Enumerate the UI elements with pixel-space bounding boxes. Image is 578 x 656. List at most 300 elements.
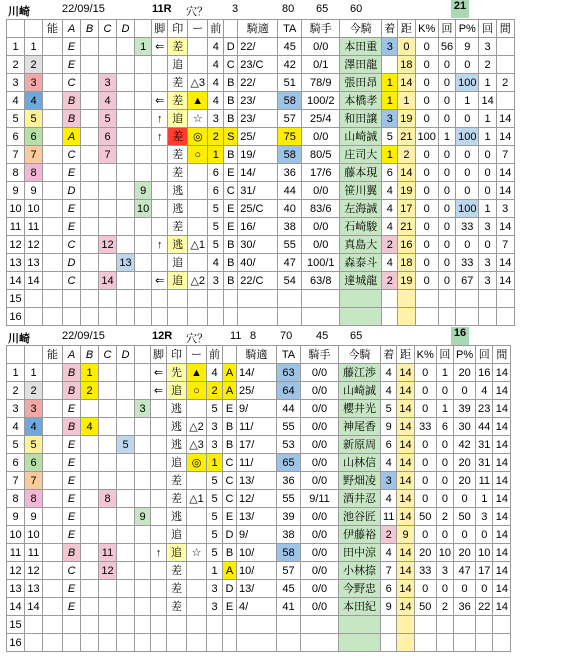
table-cell: ↑ — [151, 544, 167, 562]
table-cell — [187, 580, 207, 598]
table-cell: 12 — [99, 236, 117, 254]
table-cell — [152, 56, 168, 74]
table-cell: 31 — [476, 454, 493, 472]
table-cell: 0 — [415, 236, 438, 254]
table-cell — [81, 490, 99, 508]
table-cell — [456, 290, 479, 308]
table-cell: 0/0 — [302, 128, 340, 146]
table-cell: 差 — [167, 490, 187, 508]
table-cell: 差 — [168, 92, 188, 110]
table-cell: 42 — [454, 436, 476, 454]
table-cell: 36 — [454, 598, 476, 616]
table-cell: 2 — [81, 382, 99, 400]
table-row — [7, 38, 515, 56]
table-cell — [454, 616, 476, 634]
table-cell — [99, 508, 117, 526]
table-cell — [152, 254, 168, 272]
table-cell — [151, 634, 167, 652]
table-cell — [117, 182, 135, 200]
table-cell: 9 — [381, 598, 397, 616]
table-cell: 1 — [81, 364, 99, 382]
table-cell: 0/0 — [301, 526, 339, 544]
table-cell — [43, 182, 63, 200]
table-cell — [81, 74, 99, 92]
table-cell — [135, 634, 151, 652]
table-cell: 0 — [479, 236, 496, 254]
table-cell: 6 — [436, 418, 453, 436]
table-cell: 逃 — [167, 418, 187, 436]
table-cell: 55 — [277, 490, 301, 508]
table-cell: 13 — [7, 580, 25, 598]
table-cell — [43, 508, 63, 526]
table-cell — [187, 526, 207, 544]
table-cell: 4 — [381, 382, 397, 400]
table-cell: 44 — [277, 400, 301, 418]
column-header: 回 — [438, 20, 455, 38]
table-cell — [99, 164, 117, 182]
table-cell — [117, 146, 135, 164]
table-cell — [135, 308, 152, 326]
column-header: K% — [415, 20, 438, 38]
table-cell: C — [224, 56, 238, 74]
column-header-row — [7, 346, 511, 364]
table-cell — [152, 164, 168, 182]
table-cell — [496, 56, 514, 74]
table-cell: 12 — [7, 236, 25, 254]
table-cell: 0 — [476, 580, 493, 598]
header-value-3: 45 — [316, 330, 329, 342]
table-cell: 先 — [167, 364, 187, 382]
column-header: 印 — [167, 346, 187, 364]
table-cell: 3 — [25, 74, 43, 92]
table-cell — [187, 634, 207, 652]
venue-label: 川崎 — [8, 333, 30, 345]
table-cell — [43, 472, 63, 490]
table-cell: 21 — [398, 128, 415, 146]
table-cell: 14 — [397, 508, 414, 526]
table-cell — [397, 634, 414, 652]
table-row — [7, 490, 511, 508]
table-cell: 0 — [436, 382, 453, 400]
column-header — [135, 20, 152, 38]
table-cell: 1 — [476, 490, 493, 508]
table-cell: 0 — [415, 74, 438, 92]
column-header: 着 — [382, 20, 398, 38]
table-cell: 5 — [207, 400, 223, 418]
table-cell — [117, 272, 135, 290]
table-cell: ◎ — [188, 128, 208, 146]
column-header: 前 — [207, 346, 223, 364]
table-cell — [187, 508, 207, 526]
table-cell: 17 — [476, 562, 493, 580]
table-cell — [476, 634, 493, 652]
table-cell: 1 — [398, 92, 415, 110]
table-cell: D — [63, 254, 81, 272]
table-cell: 和田譲 — [340, 110, 382, 128]
table-cell: 3 — [207, 598, 223, 616]
table-cell: 14 — [397, 490, 414, 508]
table-cell — [151, 418, 167, 436]
table-cell — [43, 218, 63, 236]
table-cell: 逃 — [168, 200, 188, 218]
table-cell: 0 — [415, 182, 438, 200]
table-cell — [81, 308, 99, 326]
table-cell: 11 — [476, 472, 493, 490]
table-cell: 3 — [479, 38, 496, 56]
table-cell — [81, 544, 99, 562]
table-cell: 5 — [381, 400, 397, 418]
table-cell: 1 — [436, 364, 453, 382]
table-cell: 33 — [456, 254, 479, 272]
table-cell — [339, 616, 381, 634]
table-row — [7, 308, 515, 326]
table-cell: 14 — [493, 436, 511, 454]
table-cell: 5 — [99, 110, 117, 128]
header-value-1b: 8 — [250, 330, 257, 342]
table-cell — [167, 616, 187, 634]
table-cell: 3 — [476, 508, 493, 526]
race-table-11r — [6, 19, 515, 326]
table-cell: 庄司大 — [340, 146, 382, 164]
table-cell: 10 — [7, 526, 25, 544]
table-cell: 63/8 — [302, 272, 340, 290]
table-cell — [188, 200, 208, 218]
table-cell: 50 — [414, 598, 436, 616]
table-cell: 14/ — [237, 364, 277, 382]
table-cell: C — [223, 490, 237, 508]
table-cell: B — [224, 254, 238, 272]
table-cell: △3 — [188, 74, 208, 92]
table-cell: 54 — [278, 272, 302, 290]
table-cell — [117, 56, 135, 74]
table-cell: 0/0 — [301, 562, 339, 580]
table-cell — [99, 254, 117, 272]
table-cell: 1 — [479, 128, 496, 146]
table-cell — [187, 598, 207, 616]
table-cell — [167, 634, 187, 652]
table-cell: E — [224, 218, 238, 236]
table-cell: 2 — [479, 56, 496, 74]
table-cell: 5 — [7, 110, 25, 128]
table-cell: 9/11 — [301, 490, 339, 508]
table-row — [7, 580, 511, 598]
table-cell: 25/ — [238, 128, 278, 146]
table-cell: 14/ — [238, 164, 278, 182]
table-cell: 4 — [208, 56, 224, 74]
table-cell: 1 — [208, 146, 224, 164]
table-cell — [81, 272, 99, 290]
table-cell — [43, 364, 63, 382]
table-row — [7, 236, 515, 254]
column-header: 間 — [493, 346, 511, 364]
table-cell: 22/ — [238, 74, 278, 92]
table-cell: 14 — [493, 400, 511, 418]
table-cell: 4 — [382, 182, 398, 200]
table-cell — [81, 616, 99, 634]
table-cell: 5 — [207, 490, 223, 508]
table-cell — [151, 508, 167, 526]
table-cell: 55 — [277, 418, 301, 436]
table-cell: 14 — [398, 74, 415, 92]
table-cell: 0/0 — [301, 418, 339, 436]
table-cell — [43, 254, 63, 272]
table-cell: 本橋孝 — [340, 92, 382, 110]
table-cell: 0 — [415, 56, 438, 74]
table-cell — [81, 436, 99, 454]
table-cell: ⇐ — [152, 38, 168, 56]
table-cell: △3 — [187, 436, 207, 454]
table-cell: 11 — [25, 544, 43, 562]
table-cell: 3 — [479, 254, 496, 272]
table-cell: 30 — [454, 418, 476, 436]
table-cell: 23/ — [238, 92, 278, 110]
table-cell: 14 — [493, 508, 511, 526]
table-cell — [81, 508, 99, 526]
table-cell: 0 — [454, 382, 476, 400]
table-cell: 0 — [414, 490, 436, 508]
table-cell — [25, 634, 43, 652]
table-cell: 58 — [277, 544, 301, 562]
table-cell: 3 — [436, 562, 453, 580]
table-cell: 逃 — [168, 236, 188, 254]
table-cell: 9 — [381, 418, 397, 436]
table-cell: 差 — [168, 38, 188, 56]
table-cell — [415, 308, 438, 326]
table-cell — [99, 218, 117, 236]
table-cell: 0/0 — [301, 382, 339, 400]
table-cell — [63, 634, 81, 652]
table-cell: 13 — [7, 254, 25, 272]
table-cell: 差 — [167, 472, 187, 490]
table-cell: 7 — [496, 146, 514, 164]
table-row — [7, 200, 515, 218]
table-cell: 5 — [7, 436, 25, 454]
table-cell: ↑ — [152, 236, 168, 254]
table-cell: 9/ — [237, 526, 277, 544]
table-cell: 差 — [167, 580, 187, 598]
table-cell: 差 — [168, 74, 188, 92]
column-header: P% — [454, 346, 476, 364]
table-cell: 3 — [382, 38, 398, 56]
table-cell: 今野忠 — [339, 580, 381, 598]
table-cell — [135, 580, 151, 598]
table-cell: 11 — [25, 218, 43, 236]
table-cell — [151, 490, 167, 508]
table-cell — [99, 290, 117, 308]
table-cell: 0 — [415, 110, 438, 128]
table-cell: 7 — [7, 472, 25, 490]
table-cell: 追 — [168, 272, 188, 290]
table-cell: 9 — [135, 508, 151, 526]
table-cell: 7 — [381, 562, 397, 580]
table-cell: 4 — [208, 38, 224, 56]
table-cell: 13/ — [237, 580, 277, 598]
table-cell — [302, 308, 340, 326]
table-cell: 40/ — [238, 254, 278, 272]
table-cell: 3 — [135, 400, 151, 418]
table-cell: 63 — [277, 364, 301, 382]
header-value-1: 11 — [230, 330, 242, 342]
table-cell: 14 — [496, 164, 514, 182]
table-cell: E — [223, 508, 237, 526]
table-cell: 7 — [496, 236, 514, 254]
table-cell: 4 — [382, 200, 398, 218]
table-cell — [224, 308, 238, 326]
table-cell: 0 — [415, 38, 438, 56]
table-cell: 3 — [99, 74, 117, 92]
table-cell: 39 — [454, 400, 476, 418]
table-cell: 100/1 — [302, 254, 340, 272]
table-cell: 4 — [99, 92, 117, 110]
table-cell: B — [63, 418, 81, 436]
table-cell: 3 — [207, 418, 223, 436]
table-cell: 44 — [476, 418, 493, 436]
table-cell — [382, 56, 398, 74]
table-cell — [43, 290, 63, 308]
table-cell: 0/0 — [301, 508, 339, 526]
table-cell: 45 — [277, 580, 301, 598]
table-cell: 藤江渉 — [339, 364, 381, 382]
table-row — [7, 544, 511, 562]
table-cell: 0 — [438, 146, 455, 164]
table-cell: 10 — [436, 544, 453, 562]
table-cell: 0/0 — [301, 472, 339, 490]
table-cell — [188, 56, 208, 74]
table-cell — [135, 272, 152, 290]
table-cell: E — [63, 38, 81, 56]
table-cell: 追 — [167, 526, 187, 544]
table-cell — [381, 634, 397, 652]
table-cell: 6 — [7, 128, 25, 146]
table-cell: 1 — [7, 364, 25, 382]
table-cell — [99, 400, 117, 418]
table-cell — [223, 616, 237, 634]
table-cell: C — [63, 146, 81, 164]
table-cell: 2 — [208, 128, 224, 146]
table-cell: ▲ — [187, 364, 207, 382]
table-cell — [340, 290, 382, 308]
table-cell: 12 — [99, 562, 117, 580]
table-cell: 4 — [381, 544, 397, 562]
table-cell: 1 — [438, 128, 455, 146]
table-cell: 9 — [397, 526, 414, 544]
distance-top: 21 — [451, 0, 469, 18]
venue-label: 川崎 — [8, 6, 30, 18]
table-cell: 追 — [167, 454, 187, 472]
table-cell: 0 — [438, 236, 455, 254]
table-cell: 14 — [397, 580, 414, 598]
distance-top: 16 — [451, 327, 469, 345]
table-cell — [135, 254, 152, 272]
table-cell: A — [63, 128, 81, 146]
table-cell: 6 — [25, 454, 43, 472]
table-cell: 5 — [117, 436, 135, 454]
table-cell: 0 — [436, 454, 453, 472]
table-cell: 14 — [493, 544, 511, 562]
column-header — [25, 346, 43, 364]
table-cell: 小林捺 — [339, 562, 381, 580]
table-cell — [438, 290, 455, 308]
table-cell: 0 — [414, 400, 436, 418]
table-cell: ▲ — [188, 92, 208, 110]
table-row — [7, 128, 515, 146]
table-cell — [81, 598, 99, 616]
table-cell — [135, 56, 152, 74]
table-cell: 38 — [277, 526, 301, 544]
table-cell: 53 — [277, 436, 301, 454]
column-header: 前 — [208, 20, 224, 38]
table-cell — [99, 418, 117, 436]
table-cell: 2 — [381, 526, 397, 544]
table-cell: 3 — [382, 110, 398, 128]
table-cell: 41 — [277, 598, 301, 616]
table-cell: 12 — [25, 562, 43, 580]
table-cell — [117, 218, 135, 236]
column-header — [7, 346, 25, 364]
table-row — [7, 272, 515, 290]
table-cell: 4 — [25, 418, 43, 436]
table-cell: 0 — [438, 92, 455, 110]
table-cell: 達城龍 — [340, 272, 382, 290]
table-cell: 75 — [278, 128, 302, 146]
table-cell — [43, 400, 63, 418]
table-cell: 1 — [382, 92, 398, 110]
column-header: 印 — [168, 20, 188, 38]
table-cell: E — [63, 526, 81, 544]
table-cell — [43, 110, 63, 128]
table-cell — [238, 290, 278, 308]
race-number: 12R — [152, 330, 173, 342]
table-cell — [496, 38, 514, 56]
table-cell: 6 — [99, 128, 117, 146]
table-cell: 56 — [438, 38, 455, 56]
table-cell: 0 — [414, 580, 436, 598]
table-cell — [117, 236, 135, 254]
table-cell: 4 — [208, 74, 224, 92]
table-cell: 4/ — [237, 598, 277, 616]
table-cell: E — [223, 400, 237, 418]
column-header: D — [117, 20, 135, 38]
table-cell — [382, 308, 398, 326]
table-cell — [43, 272, 63, 290]
table-cell: 13 — [25, 254, 43, 272]
table-cell: 23 — [476, 400, 493, 418]
table-cell: 4 — [381, 454, 397, 472]
table-cell: 14 — [7, 272, 25, 290]
table-cell — [117, 418, 135, 436]
table-cell — [81, 110, 99, 128]
column-header: 脚 — [151, 346, 167, 364]
table-cell: 5 — [207, 544, 223, 562]
table-cell — [496, 290, 514, 308]
table-cell: 0/1 — [302, 56, 340, 74]
column-header: ー — [188, 20, 208, 38]
table-cell — [493, 616, 511, 634]
table-cell — [81, 56, 99, 74]
table-cell: 0/0 — [301, 436, 339, 454]
table-cell: 0 — [454, 490, 476, 508]
table-cell: 8 — [99, 490, 117, 508]
table-cell: 36 — [277, 472, 301, 490]
table-cell: 追 — [167, 544, 187, 562]
table-cell: 8 — [7, 164, 25, 182]
table-cell: B — [63, 544, 81, 562]
hole-label: 穴？ — [186, 333, 208, 345]
table-cell: 4 — [382, 218, 398, 236]
table-cell — [454, 634, 476, 652]
table-cell: 25/C — [238, 200, 278, 218]
table-cell — [117, 382, 135, 400]
